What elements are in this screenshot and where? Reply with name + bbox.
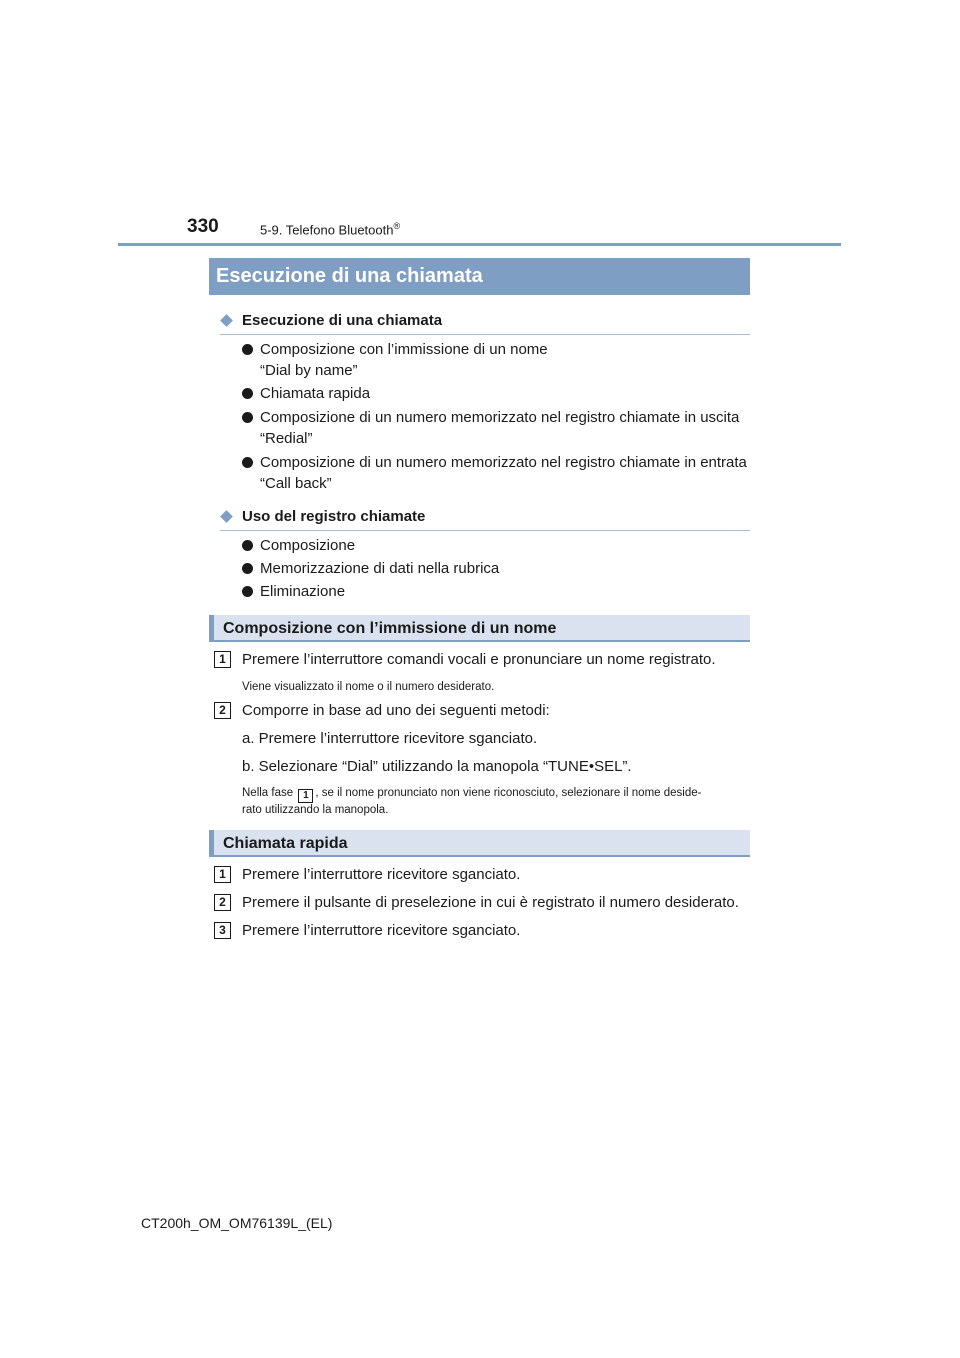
step-text: Premere l’interruttore ricevitore sganciato.	[242, 866, 521, 883]
header-rule	[118, 243, 841, 246]
step-note-continuation: rato utilizzando la manopola.	[242, 804, 389, 816]
page-number: 330	[187, 216, 219, 237]
bullet-dot-icon	[242, 388, 253, 399]
note-prefix: Nella fase	[242, 787, 294, 799]
list-item-text: Composizione	[260, 537, 356, 554]
step-text: Premere l’interruttore ricevitore sganciato.	[242, 922, 521, 939]
list-item	[242, 581, 345, 602]
bullet-dot-icon	[242, 540, 253, 551]
step-note: Viene visualizzato il nome o il numero desiderato.	[242, 681, 495, 693]
list-item	[242, 383, 370, 404]
list-item	[242, 407, 739, 449]
bullet-dot-icon	[242, 412, 253, 423]
section-title: 5-9. Telefono Bluetooth	[260, 222, 394, 238]
list-item	[242, 339, 548, 381]
section-path	[260, 221, 400, 237]
step-text: Comporre in base ad uno dei seguenti metodi:	[242, 702, 550, 719]
step-number-badge: 1	[214, 651, 231, 668]
main-title-banner: Esecuzione di una chiamata	[209, 258, 750, 295]
subhead-label: Esecuzione di una chiamata	[242, 312, 443, 329]
list-item-text: Composizione con l’immissione di un nome	[260, 341, 548, 358]
bullet-dot-icon	[242, 457, 253, 468]
step-number-badge: 2	[214, 894, 231, 911]
step-number-badge: 1	[214, 866, 231, 883]
step-substep: b. Selezionare “Dial” utilizzando la manopola “TUNE•SEL”.	[242, 758, 632, 775]
list-item	[242, 452, 747, 494]
bullet-dot-icon	[242, 563, 253, 574]
note-text: , se il nome pronunciato non viene riconosciuto, selezionare il nome deside-	[315, 787, 702, 799]
list-item-subtext: “Dial by name”	[260, 362, 358, 379]
list-item-text: Eliminazione	[260, 583, 346, 600]
diamond-icon	[220, 510, 233, 523]
registered-mark: ®	[393, 221, 401, 231]
step-reference-badge: 1	[298, 789, 313, 803]
list-item-text: Memorizzazione di dati nella rubrica	[260, 560, 500, 577]
heading-speed-dial: Chiamata rapida	[209, 830, 750, 857]
list-item-text: Composizione di un numero memorizzato nel registro chiamate in uscita	[260, 409, 740, 426]
bullet-dot-icon	[242, 586, 253, 597]
subhead-call-log	[220, 506, 750, 531]
bullet-dot-icon	[242, 344, 253, 355]
step-substep: a. Premere l’interruttore ricevitore sganciato.	[242, 730, 538, 747]
step-text: Premere il pulsante di preselezione in cui è registrato il numero desiderato.	[242, 894, 739, 911]
list-item-text: Chiamata rapida	[260, 385, 371, 402]
list-item-subtext: “Redial”	[260, 430, 313, 447]
step-number-badge: 3	[214, 922, 231, 939]
list-item	[242, 558, 499, 579]
subhead-calling-methods	[220, 310, 750, 335]
list-item	[242, 535, 355, 556]
list-item-text: Composizione di un numero memorizzato nel registro chiamate in entrata	[260, 454, 747, 471]
list-item-subtext: “Call back”	[260, 475, 332, 492]
document-code: CT200h_OM_OM76139L_(EL)	[141, 1215, 333, 1231]
step-text: Premere l’interruttore comandi vocali e pronunciare un nome registrato.	[242, 651, 716, 668]
heading-dial-by-name: Composizione con l’immissione di un nome	[209, 615, 750, 642]
diamond-icon	[220, 314, 233, 327]
step-number-badge: 2	[214, 702, 231, 719]
step-note	[242, 787, 701, 803]
subhead-label: Uso del registro chiamate	[242, 508, 426, 525]
